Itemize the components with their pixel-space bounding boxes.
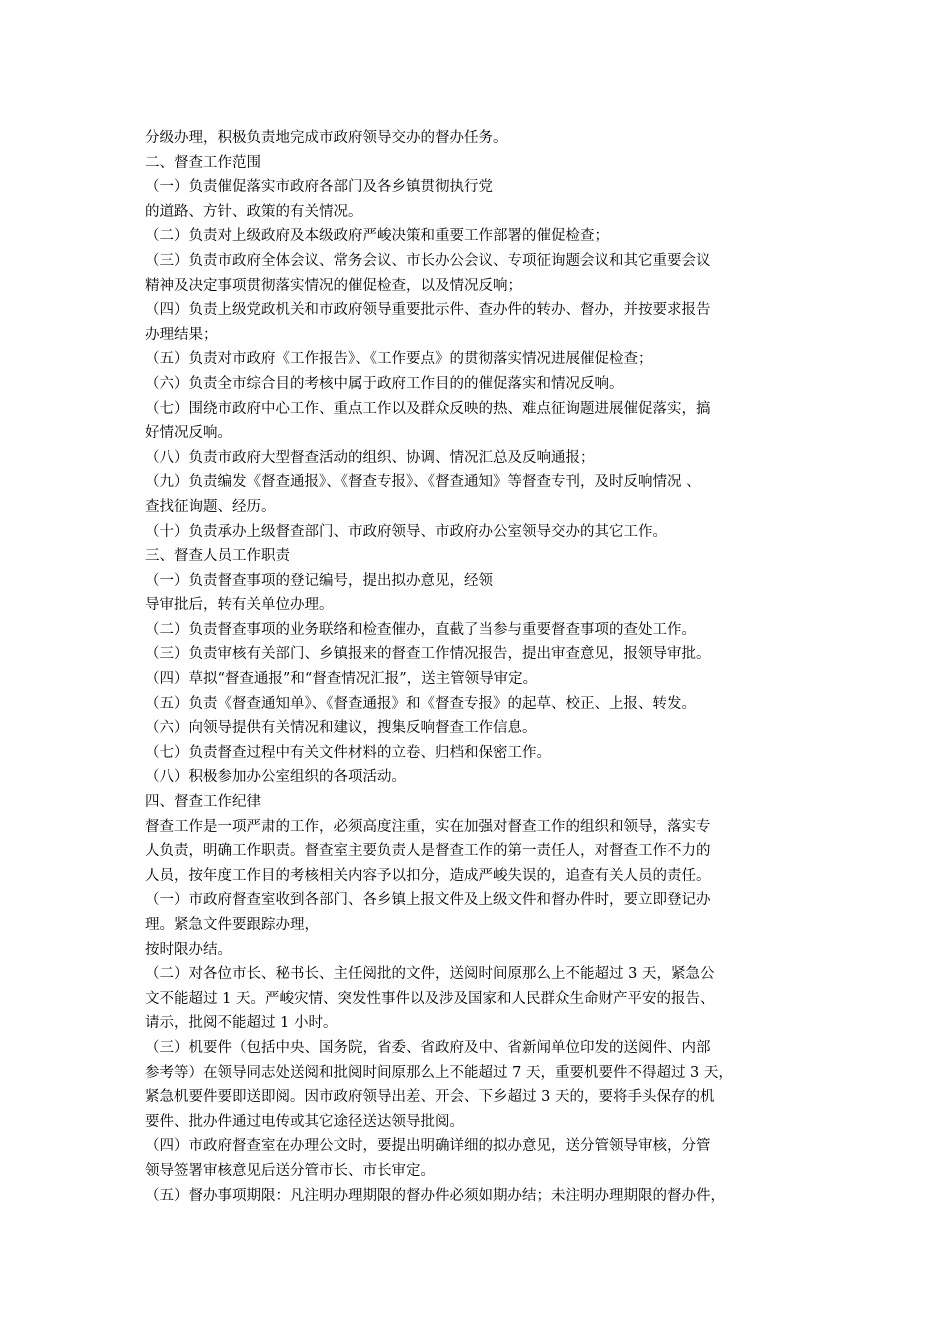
text-line: （六）负责全市综合目的考核中属于政府工作目的的催促落实和情况反响。 <box>145 375 624 392</box>
document-body <box>145 126 825 1208</box>
text-line: （九）负责编发《督查通报》、《督查专报》、《督查通知》等督查专刊，及时反响情况 、 <box>145 474 701 491</box>
text-line: 好情况反响。 <box>145 425 232 442</box>
text-line: 导审批后，转有关单位办理。 <box>145 597 334 614</box>
text-line: 领导签署审核意见后送分管市长、市长审定。 <box>145 1162 435 1179</box>
text-line: （四）负责上级党政机关和市政府领导重要批示件、查办件的转办、督办，并按要求报告 <box>145 302 711 319</box>
section-heading: 二、督查工作范围 <box>145 154 261 171</box>
text-line: 的道路、方针、政策的有关情况。 <box>145 203 363 220</box>
text-line: 理。紧急文件要跟踪办理， <box>145 917 319 933</box>
text-line: （六）向领导提供有关情况和建议，搜集反响督查工作信息。 <box>145 720 537 737</box>
text-line: （五）督办事项期限：凡注明办理期限的督办件必须如期办结；未注明办理期限的督办件， <box>145 1187 725 1204</box>
text-line: （八）积极参加办公室组织的各项活动。 <box>145 769 406 786</box>
text-line: （五）负责对市政府《工作报告》、《工作要点》的贯彻落实情况进展催促检查； <box>145 351 653 368</box>
text-line: 人员，按年度工作目的考核相关内容予以扣分，造成严峻失误的，追查有关人员的责任。 <box>145 867 711 884</box>
text-line: 文不能超过 1 天。严峻灾情、突发性事件以及涉及国家和人民群众生命财产平安的报告、 <box>145 990 715 1007</box>
section-heading: 三、督查人员工作职责 <box>145 548 290 565</box>
text-line: 办理结果； <box>145 326 218 343</box>
text-line: （七）负责督查过程中有关文件材料的立卷、归档和保密工作。 <box>145 744 551 761</box>
text-line: （十）负责承办上级督查部门、市政府领导、市政府办公室领导交办的其它工作。 <box>145 523 667 540</box>
text-line: （一）负责催促落实市政府各部门及各乡镇贯彻执行党 <box>145 179 493 196</box>
text-line: （二）负责对上级政府及本级政府严峻决策和重要工作部署的催促检查； <box>145 228 609 245</box>
text-line: 分级办理，积极负责地完成市政府领导交办的督办任务。 <box>145 130 508 146</box>
text-line: （五）负责《督查通知单》、《督查通报》和《督查专报》的起草、校正、上报、转发。 <box>145 695 696 712</box>
text-line: （四）草拟“督查通报”和“督查情况汇报”，送主管领导审定。 <box>145 671 538 688</box>
text-line: 精神及决定事项贯彻落实情况的催促检查，以及情况反响； <box>145 277 522 294</box>
text-line: （八）负责市政府大型督查活动的组织、协调、情况汇总及反响通报； <box>145 449 595 466</box>
text-line: 要件、批办件通过电传或其它途径送达领导批阅。 <box>145 1113 464 1130</box>
text-line: （一）市政府督查室收到各部门、各乡镇上报文件及上级文件和督办件时，要立即登记办 <box>145 892 711 909</box>
text-line: 督查工作是一项严肃的工作，必须高度注重，实在加强对督查工作的组织和领导，落实专 <box>145 818 711 835</box>
text-line: 参考等）在领导同志处送阅和批阅时间原那么上不能超过 7 天，重要机要件不得超过 3 天， <box>145 1064 733 1081</box>
text-line: 紧急机要件要即送即阅。因市政府领导出差、开会、下乡超过 3 天的，要将手头保存的机 <box>145 1089 715 1106</box>
text-line: （三）负责市政府全体会议、常务会议、市长办公会议、专项征询题会议和其它重要会议 <box>145 252 711 269</box>
text-line: （七）围绕市政府中心工作、重点工作以及群众反映的热、难点征询题进展催促落实，搞 <box>145 400 711 417</box>
text-line: 查找征询题、经历。 <box>145 498 276 515</box>
text-line: 按时限办结。 <box>145 941 232 958</box>
section-heading: 四、督查工作纪律 <box>145 794 261 811</box>
text-line: 人负责，明确工作职责。督查室主要负责人是督查工作的第一责任人，对督查工作不力的 <box>145 843 711 860</box>
text-line: （三）机要件（包括中央、国务院，省委、省政府及中、省新闻单位印发的送阅件、内部 <box>145 1039 711 1056</box>
text-line: 请示，批阅不能超过 1 小时。 <box>145 1015 338 1032</box>
text-line: （四）市政府督查室在办理公文时，要提出明确详细的拟办意见，送分管领导审核，分管 <box>145 1138 711 1155</box>
text-line: （一）负责督查事项的登记编号，提出拟办意见，经领 <box>145 572 493 589</box>
text-line: （二）负责督查事项的业务联络和检查催办，直截了当参与重要督查事项的查处工作。 <box>145 621 696 638</box>
text-line: （二）对各位市长、秘书长、主任阅批的文件，送阅时间原那么上不能超过 3 天，紧急公 <box>145 966 715 983</box>
text-line: （三）负责审核有关部门、乡镇报来的督查工作情况报告，提出审查意见，报领导审批。 <box>145 646 711 663</box>
